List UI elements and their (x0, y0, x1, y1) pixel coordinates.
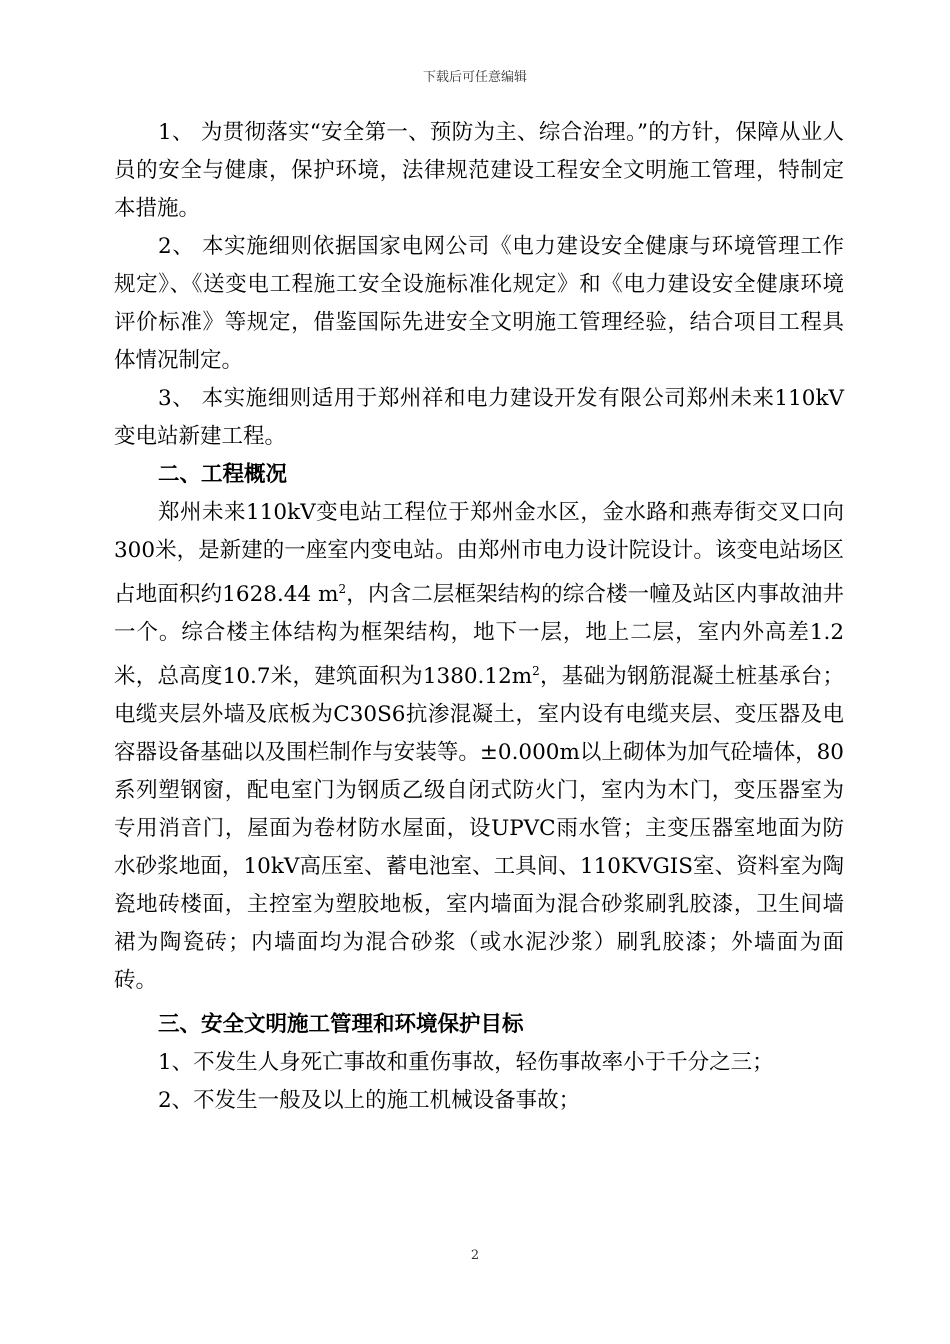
section-heading-2: 二、工程概况 (158, 462, 288, 487)
goal-item-2: 2、不发生一般及以上的施工机械设备事故； (158, 1088, 581, 1114)
goal-item-1: 1、不发生人身死亡事故和重伤事故，轻伤事故率小于千分之三； (158, 1050, 774, 1076)
section-heading-3: 三、安全文明施工管理和环境保护目标 (158, 1012, 524, 1038)
superscript-2-b: 2 (532, 664, 540, 679)
paragraph-2: 2、 本实施细则依据国家电网公司《电力建设安全健康与环境管理工作规定》、《送变电工程施工安全设施标准化规定》和《电力建设安全健康环境评价标准》等规定，借鉴国际先进安全文明施工管理经验，结合项目工程具体情况制定。 (114, 234, 844, 373)
overview-text-b: ，内含二层框架结构的综合楼一幢及站区内事故油井一个。综合楼主体结构为框架结构，地下一层，地上二层，室内外高差1.2米，总高度10.7米，建筑面积为1380.12m (114, 582, 844, 690)
page-number: 2 (470, 1248, 480, 1263)
document-body (114, 114, 844, 1120)
paragraph-project-overview (114, 494, 844, 1000)
page-header: 下载后可任意编辑 (422, 70, 527, 85)
paragraph-1: 1、 为贯彻落实“安全第一、预防为主、综合治理。”的方针，保障从业人员的安全与健康，保护环境，法律规范建设工程安全文明施工管理，特制定本措施。 (114, 120, 844, 221)
superscript-2-a: 2 (338, 582, 347, 596)
paragraph-3: 3、 本实施细则适用于郑州祥和电力建设开发有限公司郑州未来110kV变电站新建工程。 (114, 386, 844, 449)
overview-text-a: 郑州未来110kV变电站工程位于郑州金水区，金水路和燕寿街交叉口向300米，是新建的一座室内变电站。由郑州市电力设计院设计。该变电站场区占地面积约1628.44 m (114, 500, 844, 608)
overview-text-c: ，基础为钢筋混凝土桩基承台；电缆夹层外墙及底板为C30S6抗渗混凝土，室内设有电缆夹层、变压器及电容器设备基础以及围栏制作与安装等。±0.000m以上砌体为加气砼墙体，80系列塑钢窗，配电室门为钢质乙级自闭式防火门，室内为木门，变压器室为专用消音门，屋面为卷材防水屋面，设UPVC雨水管；主变压器室地面为防水砂浆地面，10kV高压室、蓄电池室、工具间、110KVGIS室、资料室为陶瓷地砖楼面，主控室为塑胶地板，室内墙面为混合砂浆刷乳胶漆，卫生间墙裙为陶瓷砖；内墙面均为混合砂浆（或水泥沙浆）刷乳胶漆；外墙面为面砖。 (114, 664, 844, 994)
